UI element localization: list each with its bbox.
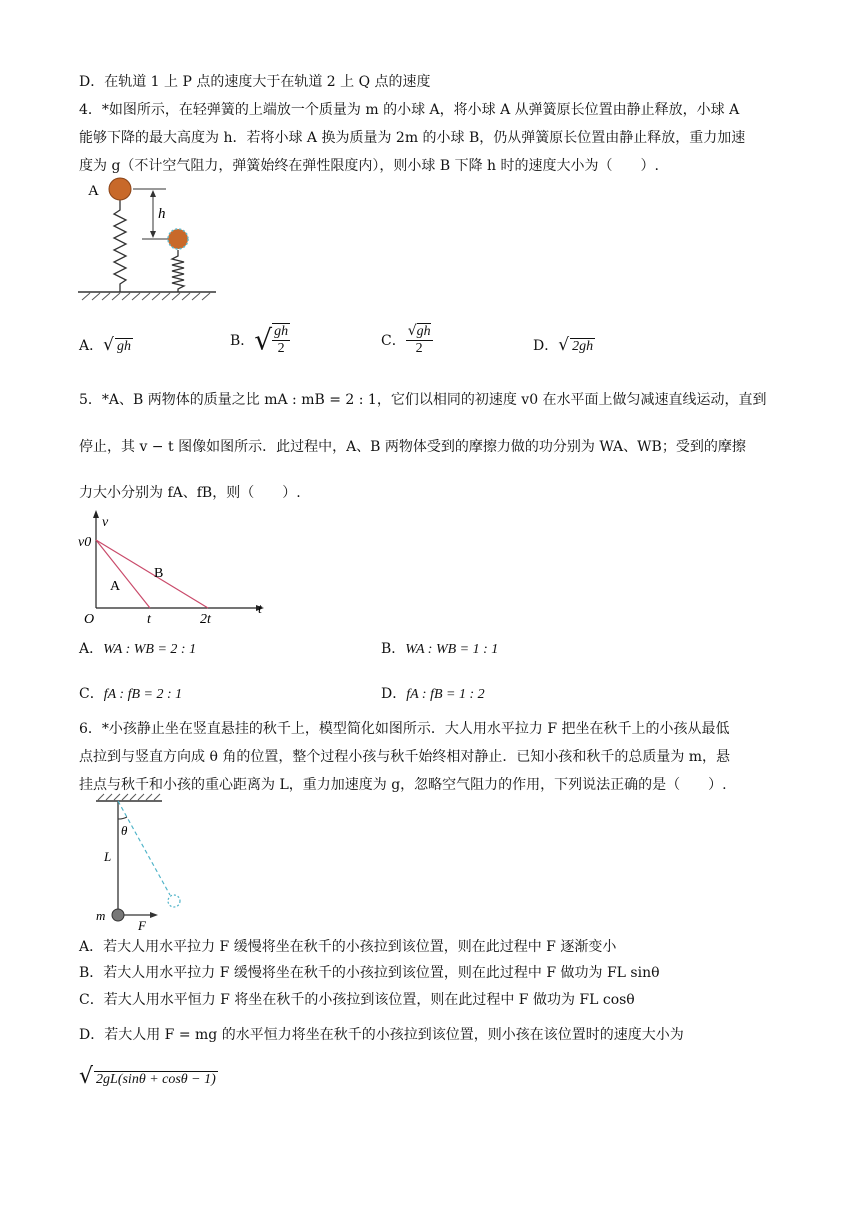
- q4-option-b: B．√ $\frac{gh}{2}$: [230, 323, 289, 357]
- q5-label-v0: v0: [78, 535, 92, 550]
- q6-option-d-formula: √ 2gL(sinθ + cosθ − 1): [79, 1064, 216, 1089]
- q5-line-a: [96, 540, 150, 608]
- q3-option-d: D．在轨道 1 上 P 点的速度大于在轨道 2 上 Q 点的速度: [79, 74, 431, 90]
- q4-stem-line2: 能够下降的最大高度为 h．若将小球 A 换为质量为 2m 的小球 B，仍从弹簧原长位置由静止释放，重力加速: [79, 130, 746, 146]
- q5-option-d: D．fA : fB = 1 : 2: [381, 686, 485, 702]
- q4-spring-figure: [78, 172, 218, 312]
- q4-stem-line3: 度为 g（不计空气阻力，弹簧始终在弹性限度内），则小球 B 下降 h 时的速度大小为（ ）.: [79, 158, 659, 174]
- q6-swing-figure: [90, 793, 200, 931]
- q6-stem-line1: 6．*小孩静止坐在竖直悬挂的秋千上，模型简化如图所示．大人用水平拉力 F 把坐在秋千上的小孩从最低: [79, 721, 730, 737]
- q6-fig-m: m: [96, 908, 106, 923]
- q6-fig-f: F: [138, 918, 146, 931]
- q5-tick-2t: 2t: [200, 612, 211, 626]
- q5-option-c: C．fA : fB = 2 : 1: [79, 686, 183, 702]
- q4-option-d: D．√ 2gh: [533, 335, 594, 355]
- q5-axis-t: t: [258, 602, 262, 617]
- q5-label-a: A: [110, 579, 121, 594]
- q5-line-b: [96, 540, 208, 608]
- q5-origin: O: [84, 612, 95, 626]
- q4-option-a: A．√ gh: [79, 335, 131, 355]
- q6-option-c: C．若大人用水平恒力 F 将坐在秋千的小孩拉到该位置，则在此过程中 F 做功为 FL cosθ: [79, 992, 635, 1008]
- q6-fig-l: L: [104, 849, 112, 864]
- q5-stem-line2: 停止，其 v − t 图像如图所示．此过程中，A、B 两物体受到的摩擦力做的功分别为 WA、WB；受到的摩擦: [79, 439, 746, 455]
- q6-fig-theta: θ: [121, 823, 128, 838]
- q5-vt-graph: [78, 506, 273, 626]
- q5-option-b: B．WA : WB = 1 : 1: [381, 641, 499, 657]
- q6-option-a: A．若大人用水平拉力 F 缓慢将坐在秋千的小孩拉到该位置，则在此过程中 F 逐渐变小: [79, 939, 617, 955]
- q5-stem-line1: 5．*A、B 两物体的质量之比 mA : mB = 2 : 1，它们以相同的初速度 v0 在水平面上做匀减速直线运动，直到: [79, 392, 767, 408]
- q4-fig-label-a: A: [88, 183, 99, 199]
- q6-option-b: B．若大人用水平拉力 F 缓慢将坐在秋千的小孩拉到该位置，则在此过程中 F 做功为 FL sinθ: [79, 965, 660, 981]
- q5-stem-line3: 力大小分别为 fA、fB，则（ ）.: [79, 485, 301, 501]
- q5-option-a: A．WA : WB = 2 : 1: [79, 641, 197, 657]
- q6-option-d: D．若大人用 F = mg 的水平恒力将坐在秋千的小孩拉到该位置，则小孩在该位置时的速度大小为: [79, 1027, 684, 1043]
- q5-tick-t: t: [147, 612, 151, 626]
- q4-option-c: C． $\frac{√gh}{2}$: [381, 323, 431, 356]
- q4-fig-label-h: h: [158, 206, 166, 222]
- q5-label-b: B: [154, 566, 164, 581]
- q4-stem-line1: 4．*如图所示，在轻弹簧的上端放一个质量为 m 的小球 A，将小球 A 从弹簧原长位置由静止释放，小球 A: [79, 102, 740, 118]
- q5-axis-v: v: [102, 515, 109, 530]
- q6-stem-line3: 挂点与秋千和小孩的重心距离为 L，重力加速度为 g，忽略空气阻力的作用，下列说法正确的是（ ）.: [79, 777, 727, 793]
- q6-stem-line2: 点拉到与竖直方向成 θ 角的位置，整个过程小孩与秋千始终相对静止．已知小孩和秋千的总质量为 m，悬: [79, 749, 731, 765]
